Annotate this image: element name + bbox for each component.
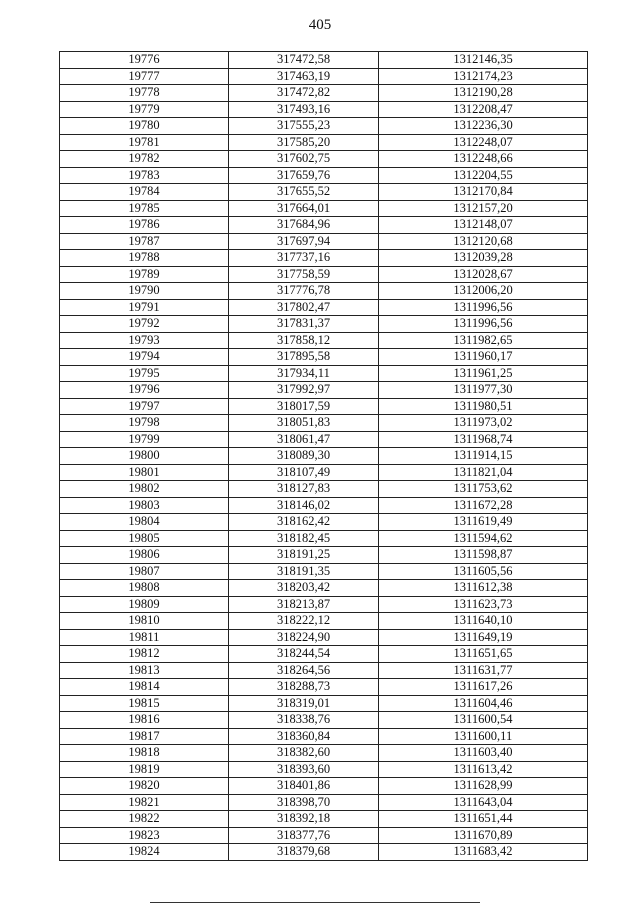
x-coordinate-cell: 318051,83 xyxy=(229,415,379,432)
bottom-rule xyxy=(150,902,480,903)
point-number-cell: 19790 xyxy=(60,283,229,300)
x-coordinate-cell: 318162,42 xyxy=(229,514,379,531)
table-row xyxy=(60,68,588,85)
table-row xyxy=(60,52,588,69)
point-number-cell: 19802 xyxy=(60,481,229,498)
y-coordinate-cell: 1311598,87 xyxy=(379,547,588,564)
point-number-cell: 19793 xyxy=(60,332,229,349)
point-number-cell: 19814 xyxy=(60,679,229,696)
x-coordinate-cell: 318203,42 xyxy=(229,580,379,597)
x-coordinate-cell: 317858,12 xyxy=(229,332,379,349)
y-coordinate-cell: 1311968,74 xyxy=(379,431,588,448)
x-coordinate-cell: 317737,16 xyxy=(229,250,379,267)
point-number-cell: 19809 xyxy=(60,596,229,613)
y-coordinate-cell: 1311980,51 xyxy=(379,398,588,415)
table-row xyxy=(60,712,588,729)
x-coordinate-cell: 317585,20 xyxy=(229,134,379,151)
table-row xyxy=(60,547,588,564)
x-coordinate-cell: 318377,76 xyxy=(229,827,379,844)
y-coordinate-cell: 1312148,07 xyxy=(379,217,588,234)
x-coordinate-cell: 318222,12 xyxy=(229,613,379,630)
x-coordinate-cell: 317758,59 xyxy=(229,266,379,283)
x-coordinate-cell: 318392,18 xyxy=(229,811,379,828)
point-number-cell: 19820 xyxy=(60,778,229,795)
table-row xyxy=(60,184,588,201)
table-row xyxy=(60,679,588,696)
x-coordinate-cell: 317555,23 xyxy=(229,118,379,135)
x-coordinate-cell: 318213,87 xyxy=(229,596,379,613)
x-coordinate-cell: 318401,86 xyxy=(229,778,379,795)
point-number-cell: 19810 xyxy=(60,613,229,630)
y-coordinate-cell: 1312170,84 xyxy=(379,184,588,201)
page-number: 405 xyxy=(308,17,332,33)
point-number-cell: 19797 xyxy=(60,398,229,415)
point-number-cell: 19816 xyxy=(60,712,229,729)
point-number-cell: 19807 xyxy=(60,563,229,580)
y-coordinate-cell: 1311914,15 xyxy=(379,448,588,465)
table-row xyxy=(60,118,588,135)
x-coordinate-cell: 318107,49 xyxy=(229,464,379,481)
point-number-cell: 19779 xyxy=(60,101,229,118)
y-coordinate-cell: 1311683,42 xyxy=(379,844,588,861)
table-row xyxy=(60,398,588,415)
point-number-cell: 19794 xyxy=(60,349,229,366)
coordinates-table-body xyxy=(60,52,588,861)
y-coordinate-cell: 1312039,28 xyxy=(379,250,588,267)
table-row xyxy=(60,283,588,300)
table-row xyxy=(60,563,588,580)
x-coordinate-cell: 318017,59 xyxy=(229,398,379,415)
point-number-cell: 19788 xyxy=(60,250,229,267)
x-coordinate-cell: 317602,75 xyxy=(229,151,379,168)
y-coordinate-cell: 1311753,62 xyxy=(379,481,588,498)
table-row xyxy=(60,134,588,151)
table-row xyxy=(60,415,588,432)
x-coordinate-cell: 317992,97 xyxy=(229,382,379,399)
x-coordinate-cell: 318244,54 xyxy=(229,646,379,663)
y-coordinate-cell: 1311672,28 xyxy=(379,497,588,514)
y-coordinate-cell: 1311651,44 xyxy=(379,811,588,828)
point-number-cell: 19822 xyxy=(60,811,229,828)
x-coordinate-cell: 318089,30 xyxy=(229,448,379,465)
table-row xyxy=(60,728,588,745)
y-coordinate-cell: 1312236,30 xyxy=(379,118,588,135)
table-row xyxy=(60,316,588,333)
point-number-cell: 19811 xyxy=(60,629,229,646)
point-number-cell: 19804 xyxy=(60,514,229,531)
table-row xyxy=(60,827,588,844)
x-coordinate-cell: 318398,70 xyxy=(229,794,379,811)
x-coordinate-cell: 318191,25 xyxy=(229,547,379,564)
y-coordinate-cell: 1311649,19 xyxy=(379,629,588,646)
point-number-cell: 19808 xyxy=(60,580,229,597)
y-coordinate-cell: 1312208,47 xyxy=(379,101,588,118)
point-number-cell: 19821 xyxy=(60,794,229,811)
table-row xyxy=(60,844,588,861)
y-coordinate-cell: 1311612,38 xyxy=(379,580,588,597)
point-number-cell: 19805 xyxy=(60,530,229,547)
y-coordinate-cell: 1311623,73 xyxy=(379,596,588,613)
table-row xyxy=(60,613,588,630)
table-row xyxy=(60,778,588,795)
x-coordinate-cell: 317697,94 xyxy=(229,233,379,250)
y-coordinate-cell: 1311594,62 xyxy=(379,530,588,547)
y-coordinate-cell: 1311631,77 xyxy=(379,662,588,679)
table-row xyxy=(60,217,588,234)
table-row xyxy=(60,332,588,349)
table-row xyxy=(60,464,588,481)
table-row xyxy=(60,596,588,613)
y-coordinate-cell: 1311643,04 xyxy=(379,794,588,811)
y-coordinate-cell: 1311821,04 xyxy=(379,464,588,481)
table-row xyxy=(60,745,588,762)
point-number-cell: 19815 xyxy=(60,695,229,712)
y-coordinate-cell: 1312146,35 xyxy=(379,52,588,69)
x-coordinate-cell: 318382,60 xyxy=(229,745,379,762)
table-row xyxy=(60,481,588,498)
y-coordinate-cell: 1311617,26 xyxy=(379,679,588,696)
y-coordinate-cell: 1311640,10 xyxy=(379,613,588,630)
table-row xyxy=(60,794,588,811)
point-number-cell: 19817 xyxy=(60,728,229,745)
x-coordinate-cell: 317802,47 xyxy=(229,299,379,316)
x-coordinate-cell: 318264,56 xyxy=(229,662,379,679)
point-number-cell: 19800 xyxy=(60,448,229,465)
point-number-cell: 19784 xyxy=(60,184,229,201)
table-row xyxy=(60,695,588,712)
y-coordinate-cell: 1312248,07 xyxy=(379,134,588,151)
y-coordinate-cell: 1312174,23 xyxy=(379,68,588,85)
x-coordinate-cell: 317655,52 xyxy=(229,184,379,201)
x-coordinate-cell: 318182,45 xyxy=(229,530,379,547)
y-coordinate-cell: 1311604,46 xyxy=(379,695,588,712)
table-row xyxy=(60,811,588,828)
x-coordinate-cell: 318224,90 xyxy=(229,629,379,646)
y-coordinate-cell: 1311613,42 xyxy=(379,761,588,778)
table-row xyxy=(60,448,588,465)
x-coordinate-cell: 317659,76 xyxy=(229,167,379,184)
point-number-cell: 19778 xyxy=(60,85,229,102)
table-row xyxy=(60,250,588,267)
point-number-cell: 19796 xyxy=(60,382,229,399)
point-number-cell: 19806 xyxy=(60,547,229,564)
x-coordinate-cell: 318338,76 xyxy=(229,712,379,729)
y-coordinate-cell: 1311619,49 xyxy=(379,514,588,531)
x-coordinate-cell: 317831,37 xyxy=(229,316,379,333)
table-row xyxy=(60,629,588,646)
x-coordinate-cell: 318379,68 xyxy=(229,844,379,861)
coordinates-table xyxy=(59,51,588,861)
y-coordinate-cell: 1311670,89 xyxy=(379,827,588,844)
table-row xyxy=(60,580,588,597)
y-coordinate-cell: 1311600,54 xyxy=(379,712,588,729)
table-row xyxy=(60,299,588,316)
x-coordinate-cell: 317895,58 xyxy=(229,349,379,366)
point-number-cell: 19783 xyxy=(60,167,229,184)
y-coordinate-cell: 1311960,17 xyxy=(379,349,588,366)
point-number-cell: 19782 xyxy=(60,151,229,168)
point-number-cell: 19812 xyxy=(60,646,229,663)
point-number-cell: 19813 xyxy=(60,662,229,679)
y-coordinate-cell: 1311961,25 xyxy=(379,365,588,382)
table-row xyxy=(60,101,588,118)
x-coordinate-cell: 318146,02 xyxy=(229,497,379,514)
table-row xyxy=(60,646,588,663)
y-coordinate-cell: 1311996,56 xyxy=(379,299,588,316)
x-coordinate-cell: 317776,78 xyxy=(229,283,379,300)
x-coordinate-cell: 318061,47 xyxy=(229,431,379,448)
y-coordinate-cell: 1312006,20 xyxy=(379,283,588,300)
point-number-cell: 19803 xyxy=(60,497,229,514)
point-number-cell: 19823 xyxy=(60,827,229,844)
table-row xyxy=(60,200,588,217)
point-number-cell: 19781 xyxy=(60,134,229,151)
x-coordinate-cell: 317934,11 xyxy=(229,365,379,382)
point-number-cell: 19786 xyxy=(60,217,229,234)
point-number-cell: 19818 xyxy=(60,745,229,762)
y-coordinate-cell: 1311628,99 xyxy=(379,778,588,795)
point-number-cell: 19787 xyxy=(60,233,229,250)
point-number-cell: 19792 xyxy=(60,316,229,333)
point-number-cell: 19799 xyxy=(60,431,229,448)
point-number-cell: 19824 xyxy=(60,844,229,861)
x-coordinate-cell: 317472,58 xyxy=(229,52,379,69)
point-number-cell: 19801 xyxy=(60,464,229,481)
point-number-cell: 19791 xyxy=(60,299,229,316)
y-coordinate-cell: 1311651,65 xyxy=(379,646,588,663)
table-row xyxy=(60,167,588,184)
x-coordinate-cell: 317493,16 xyxy=(229,101,379,118)
x-coordinate-cell: 318319,01 xyxy=(229,695,379,712)
point-number-cell: 19780 xyxy=(60,118,229,135)
y-coordinate-cell: 1311982,65 xyxy=(379,332,588,349)
x-coordinate-cell: 318393,60 xyxy=(229,761,379,778)
x-coordinate-cell: 317684,96 xyxy=(229,217,379,234)
x-coordinate-cell: 318360,84 xyxy=(229,728,379,745)
x-coordinate-cell: 318191,35 xyxy=(229,563,379,580)
y-coordinate-cell: 1311600,11 xyxy=(379,728,588,745)
y-coordinate-cell: 1312120,68 xyxy=(379,233,588,250)
table-row xyxy=(60,349,588,366)
table-row xyxy=(60,365,588,382)
x-coordinate-cell: 317664,01 xyxy=(229,200,379,217)
table-row xyxy=(60,151,588,168)
y-coordinate-cell: 1311977,30 xyxy=(379,382,588,399)
table-row xyxy=(60,85,588,102)
y-coordinate-cell: 1311605,56 xyxy=(379,563,588,580)
y-coordinate-cell: 1312204,55 xyxy=(379,167,588,184)
point-number-cell: 19798 xyxy=(60,415,229,432)
y-coordinate-cell: 1311996,56 xyxy=(379,316,588,333)
table-row xyxy=(60,382,588,399)
point-number-cell: 19789 xyxy=(60,266,229,283)
y-coordinate-cell: 1312157,20 xyxy=(379,200,588,217)
point-number-cell: 19777 xyxy=(60,68,229,85)
table-row xyxy=(60,662,588,679)
point-number-cell: 19785 xyxy=(60,200,229,217)
y-coordinate-cell: 1312190,28 xyxy=(379,85,588,102)
point-number-cell: 19795 xyxy=(60,365,229,382)
y-coordinate-cell: 1312248,66 xyxy=(379,151,588,168)
point-number-cell: 19776 xyxy=(60,52,229,69)
y-coordinate-cell: 1312028,67 xyxy=(379,266,588,283)
x-coordinate-cell: 317472,82 xyxy=(229,85,379,102)
y-coordinate-cell: 1311603,40 xyxy=(379,745,588,762)
table-row xyxy=(60,530,588,547)
table-row xyxy=(60,761,588,778)
table-row xyxy=(60,497,588,514)
table-row xyxy=(60,233,588,250)
point-number-cell: 19819 xyxy=(60,761,229,778)
table-row xyxy=(60,431,588,448)
x-coordinate-cell: 317463,19 xyxy=(229,68,379,85)
table-row xyxy=(60,266,588,283)
x-coordinate-cell: 318127,83 xyxy=(229,481,379,498)
table-row xyxy=(60,514,588,531)
x-coordinate-cell: 318288,73 xyxy=(229,679,379,696)
y-coordinate-cell: 1311973,02 xyxy=(379,415,588,432)
